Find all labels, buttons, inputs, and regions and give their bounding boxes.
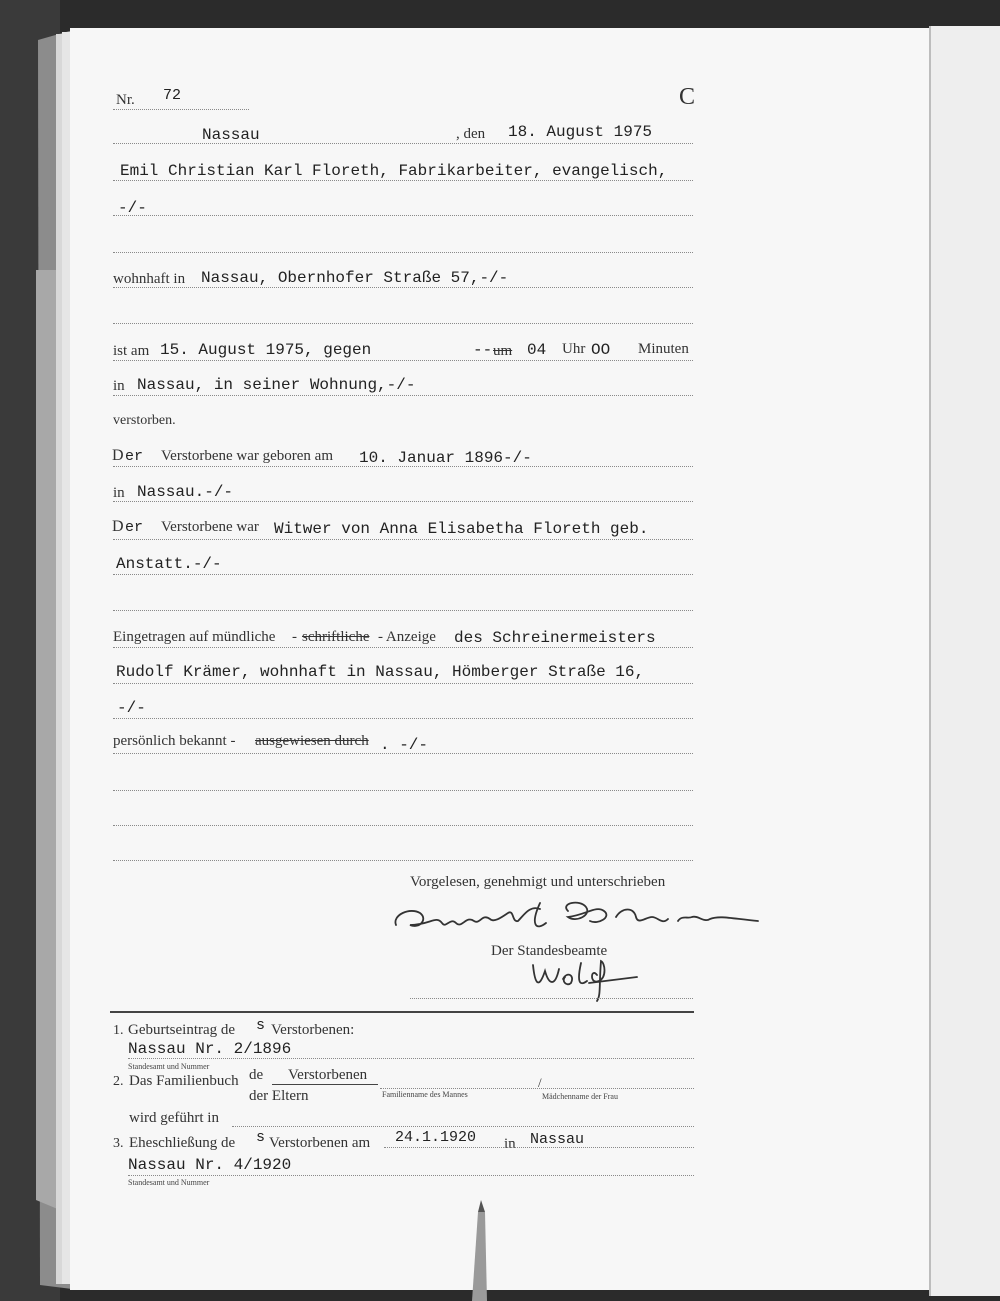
registration-rule-1 (113, 647, 693, 648)
birth-date: 10. Januar 1896-/- (359, 449, 532, 467)
known-struck: ausgewiesen durch (255, 733, 369, 749)
um-prefix: -- (473, 341, 493, 359)
blank-rule-2 (113, 825, 693, 826)
registration-struck-prefix: - (292, 629, 297, 645)
footnote-2-number: 2. (113, 1074, 124, 1089)
read-approved-label: Vorgelesen, genehmigt und unterschrieben (410, 874, 666, 890)
footnote-2-struck-line (272, 1084, 378, 1085)
footnote-2-caption-husband: Familienname des Mannes (382, 1090, 468, 1099)
footnote-separator (110, 1011, 694, 1013)
death-minute: OO (591, 341, 611, 359)
minuten-label: Minuten (638, 341, 689, 357)
registration-anzeige: - Anzeige (378, 629, 436, 645)
footnote-2-eltern: der Eltern (249, 1088, 309, 1104)
registration-rule-3 (113, 718, 693, 719)
death-in-label: in (113, 378, 125, 394)
birth-entry-value: Nassau Nr. 2/1896 (128, 1040, 292, 1058)
death-place-rule (113, 395, 693, 396)
marriage-place: Nassau (530, 1131, 585, 1148)
marriage-entry-value: Nassau Nr. 4/1920 (128, 1156, 292, 1174)
registration-label: Eingetragen auf mündliche (113, 629, 276, 645)
deceased-line-2: -/- (118, 199, 147, 217)
wohnhaft-rule (113, 287, 693, 288)
uhr-label: Uhr (562, 341, 586, 357)
footnote-2-de: de (249, 1067, 264, 1083)
footnote-1-label: Geburtseintrag de (128, 1022, 236, 1038)
blank-rule-3 (113, 860, 693, 861)
registry-place: Nassau (202, 126, 260, 144)
marital-rule-1 (113, 539, 693, 540)
known-value: . -/- (380, 736, 429, 754)
birth-place-rule (113, 501, 693, 502)
wohnhaft-value: Nassau, Obernhofer Straße 57,-/- (201, 269, 509, 287)
official-label: Der Standesbeamte (491, 943, 608, 959)
footnote-1-rule (128, 1058, 694, 1059)
footnote-2-wird-label: wird geführt in (129, 1110, 219, 1126)
marital-rule-2 (113, 574, 693, 575)
footnote-3-label-2: Verstorbenen am (269, 1135, 371, 1151)
wohnhaft-label: wohnhaft in (113, 271, 186, 287)
footnote-3-s: s (256, 1129, 266, 1146)
birth-in-label: in (113, 485, 125, 501)
death-rule (113, 360, 693, 361)
footnote-1-number: 1. (113, 1023, 124, 1038)
footnote-2-caption-wife: Mädchenname der Frau (542, 1092, 618, 1101)
marital-der-prefix: D (112, 518, 124, 535)
footnote-3-rule-2 (128, 1175, 694, 1176)
footnote-2-rule (380, 1088, 694, 1089)
footnote-3-number: 3. (113, 1136, 124, 1151)
nr-rule (113, 109, 249, 110)
den-label: , den (456, 126, 486, 142)
marital-sentence-label: Verstorbene war (161, 519, 259, 535)
official-rule (410, 998, 693, 999)
birth-place: Nassau.-/- (137, 483, 234, 501)
birth-der-prefix: D (112, 447, 124, 464)
footnote-2-verstorbenen: Verstorbenen (288, 1067, 368, 1083)
footnote-2-label: Das Familienbuch (129, 1073, 239, 1089)
footnote-3-rule-1 (384, 1147, 694, 1148)
nr-label: Nr. (116, 92, 135, 108)
marital-rule-3 (113, 610, 693, 611)
blank-rule-1 (113, 790, 693, 791)
verstorben-label: verstorben. (113, 413, 176, 428)
birth-rule (113, 466, 693, 467)
registration-struck: schriftliche (302, 629, 370, 645)
footnote-1-label-2: Verstorbenen: (271, 1022, 355, 1038)
registration-value-1: des Schreinermeisters (454, 629, 656, 647)
birth-sentence-label: Verstorbene war geboren am (161, 448, 334, 464)
death-date: 15. August 1975, gegen (160, 341, 372, 359)
deceased-rule-2 (113, 215, 693, 216)
ist-am-label: ist am (113, 343, 150, 359)
entry-number: 72 (163, 87, 182, 104)
footnote-3-in: in (504, 1136, 516, 1152)
registration-value-2: Rudolf Krämer, wohnhaft in Nassau, Hömberger Straße 16, (116, 663, 645, 681)
known-rule (113, 753, 693, 754)
um-struck: um (493, 343, 513, 359)
footnote-1-s: s (256, 1017, 266, 1034)
deceased-line-1: Emil Christian Karl Floreth, Fabrikarbeiter, evangelisch, (120, 162, 668, 180)
footnote-3-caption: Standesamt und Nummer (128, 1178, 210, 1187)
footnote-1-caption: Standesamt und Nummer (128, 1062, 210, 1071)
deceased-rule-1 (113, 180, 693, 181)
wohnhaft-rule-2 (113, 323, 693, 324)
registration-rule-2 (113, 683, 693, 684)
deceased-rule-3 (113, 252, 693, 253)
birth-der-suffix: er (125, 448, 144, 465)
footnote-2-slash: / (538, 1075, 542, 1090)
footnote-3-label: Eheschließung de (129, 1135, 236, 1151)
marital-der-suffix: er (125, 519, 144, 536)
footnote-2-wird-rule (232, 1126, 694, 1127)
informant-signature (390, 895, 770, 945)
registration-value-3: -/- (117, 699, 146, 717)
marital-value-2: Anstatt.-/- (116, 555, 222, 573)
corner-letter: C (679, 84, 696, 110)
known-label: persönlich bekannt - (113, 733, 236, 749)
death-place: Nassau, in seiner Wohnung,-/- (137, 376, 416, 394)
registry-date: 18. August 1975 (508, 123, 653, 141)
death-hour: 04 (527, 341, 547, 359)
marriage-date: 24.1.1920 (395, 1129, 477, 1146)
marital-value-1: Witwer von Anna Elisabetha Floreth geb. (274, 520, 649, 538)
place-rule (113, 143, 693, 144)
